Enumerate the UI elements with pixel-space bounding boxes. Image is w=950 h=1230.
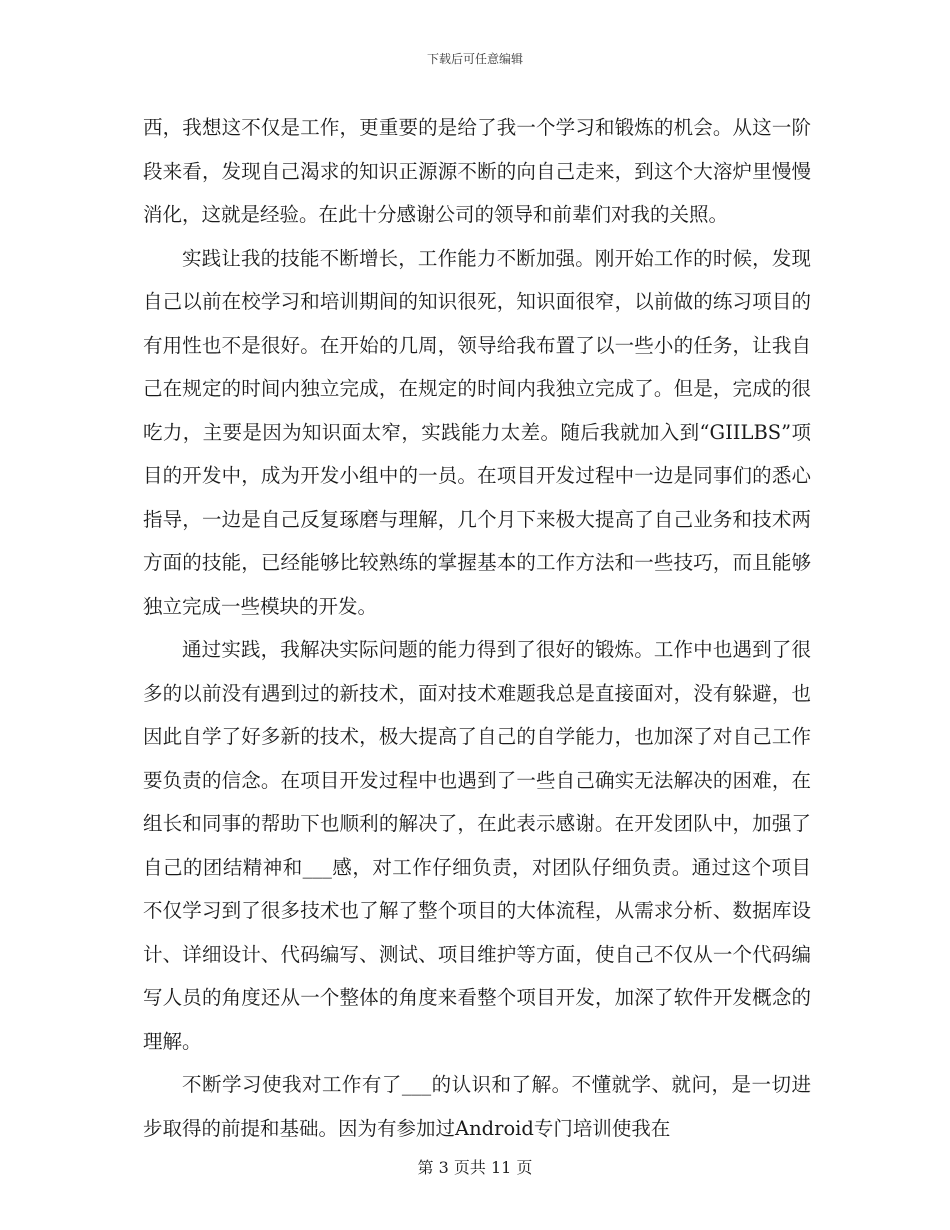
document-body — [143, 106, 811, 1150]
page-header: 下载后可任意编辑 — [426, 52, 523, 66]
paragraph-4: 不断学习使我对工作有了___的认识和了解。不懂就学、就问，是一切进步取得的前提和基础。因为有参加过Android专门培训使我在 — [143, 1073, 811, 1140]
paragraph-3: 通过实践，我解决实际问题的能力得到了很好的锻炼。工作中也遇到了很多的以前没有遇到过的新技术，面对技术难题我总是直接面对，没有躲避，也因此自学了好多新的技术，极大提高了自己的自学能力，也加深了对自己工作要负责的信念。在项目开发过程中也遇到了一些自己确实无法解决的困难，在组长和同事的帮助下也顺利的解决了，在此表示感谢。在开发团队中，加强了自己的团结精神和___感，对工作仔细负责，对团队仔细负责。通过这个项目不仅学习到了很多技术也了解了整个项目的大体流程，从需求分析、数据库设计、详细设计、代码编写、测试、项目维护等方面，使自己不仅从一个代码编写人员的角度还从一个整体的角度来看整个项目开发，加深了软件开发概念的理解。 — [143, 638, 811, 1053]
paragraph-1: 西，我想这不仅是工作，更重要的是给了我一个学习和锻炼的机会。从这一阶段来看，发现自己渴求的知识正源源不断的向自己走来，到这个大溶炉里慢慢消化，这就是经验。在此十分感谢公司的领导和前辈们对我的关照。 — [143, 116, 811, 226]
page-footer: 第 3 页共 11 页 — [417, 1158, 533, 1177]
paragraph-2: 实践让我的技能不断增长，工作能力不断加强。刚开始工作的时候，发现自己以前在校学习和培训期间的知识很死，知识面很窄，以前做的练习项目的有用性也不是很好。在开始的几周，领导给我布置了以一些小的任务，让我自己在规定的时间内独立完成，在规定的时间内我独立完成了。但是，完成的很吃力，主要是因为知识面太窄，实践能力太差。随后我就加入到“GIILBS”项目的开发中，成为开发小组中的一员。在项目开发过程中一边是同事们的悉心指导，一边是自己反复琢磨与理解，几个月下来极大提高了自己业务和技术两方面的技能，已经能够比较熟练的掌握基本的工作方法和一些技巧，而且能够独立完成一些模块的开发。 — [143, 246, 811, 618]
